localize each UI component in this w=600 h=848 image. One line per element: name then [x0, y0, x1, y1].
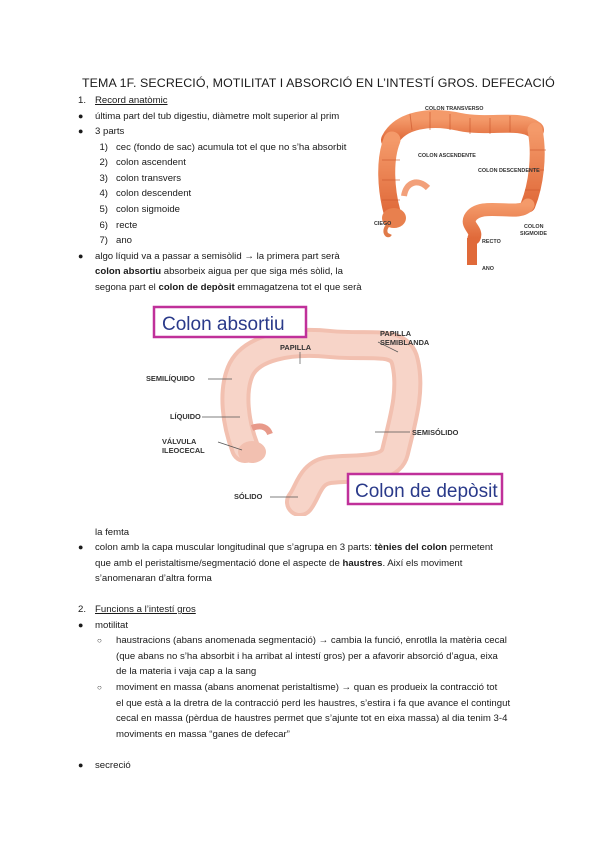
section-1-number: 1.	[78, 95, 87, 106]
label-sigmoide-1: COLON	[524, 224, 544, 230]
list-item: motilitat	[95, 620, 129, 631]
paragraph-line: la femta	[95, 527, 130, 538]
bullet-icon: ●	[78, 760, 84, 770]
paragraph-line: haustracions (abans anomenada segmentació) → cambia la funció, enrotlla la matèria cecal	[116, 635, 507, 646]
label-sigmoide-2: SIGMOIDE	[520, 231, 547, 237]
bullet-icon: ●	[78, 542, 84, 552]
colon-anatomy-figure	[370, 100, 550, 275]
label-papilla-semi-1: PAPILLA	[380, 329, 412, 338]
part-text: colon ascendent	[116, 157, 186, 168]
banner-colon-deposit-text: Colon de depòsit	[355, 481, 498, 502]
label-papilla: PAPILLA	[280, 343, 312, 352]
section-1-heading: Record anatòmic	[95, 95, 168, 106]
label-valvula-1: VÁLVULA	[162, 437, 197, 446]
paragraph-line: algo líquid va a passar a semisòlid → la primera part serà	[95, 251, 340, 262]
section-2-number: 2.	[78, 604, 87, 615]
part-number: 7)	[99, 235, 108, 246]
colon-zones-figure	[140, 302, 510, 516]
paragraph-line: cecal en massa (pèrdua de haustres permet que s’ajunte tot en eixa massa) al dia tenim 3-4	[116, 713, 508, 724]
part-text: recte	[116, 220, 138, 231]
paragraph-line: s’anomenaran d’altra forma	[95, 573, 212, 584]
bullet-icon: ●	[78, 620, 84, 630]
part-text: colon descendent	[116, 188, 192, 199]
part-number: 4)	[99, 188, 108, 199]
paragraph-line: de la materia i vaja cap a la sang	[116, 666, 257, 677]
bullet-icon: ●	[78, 126, 84, 136]
bullet-icon: ●	[78, 111, 84, 121]
paragraph-line: colon amb la capa muscular longitudinal que s’agrupa en 3 parts: tènies del colon permetent	[95, 542, 493, 553]
label-semiliquido: SEMILÍQUIDO	[146, 374, 195, 383]
part-number: 2)	[99, 157, 108, 168]
section-2-heading: Funcions a l’intestí gros	[95, 604, 196, 615]
label-ano: ANO	[482, 266, 494, 272]
label-recto: RECTO	[482, 239, 501, 245]
label-solido: SÓLIDO	[234, 492, 263, 501]
label-papilla-semi-2: SEMIBLANDA	[380, 338, 430, 347]
paragraph-line: moviments en massa “ganes de defecar”	[116, 729, 290, 740]
part-number: 1)	[99, 142, 108, 153]
label-liquido: LÍQUIDO	[170, 412, 201, 421]
label-semisolido: SEMISÓLIDO	[412, 428, 459, 437]
label-valvula-2: ILEOCECAL	[162, 446, 205, 455]
part-number: 5)	[99, 204, 108, 215]
part-number: 6)	[99, 220, 108, 231]
paragraph-line: colon absortiu absorbeix aigua per que siga més sòlid, la	[95, 266, 343, 277]
paragraph-line: (que abans no s’ha absorbit i ha arribat al intestí gros) per a afavorir absorció d’agua, eixa	[116, 651, 498, 662]
list-item: secreció	[95, 760, 131, 771]
paragraph-line: el que està a la dretra de la contracció perd les haustres, s’estira i fa que avance el contingut	[116, 698, 511, 709]
paragraph-line: que amb el peristaltisme/segmentació done el aspecte de haustres. Així els moviment	[95, 558, 463, 569]
sub-bullet-icon: ○	[97, 636, 102, 645]
label-colon-descendente: COLON DESCENDENTE	[478, 168, 540, 174]
part-text: colon sigmoide	[116, 204, 180, 215]
part-text: cec (fondo de sac) acumula tot el que no s’ha absorbit	[116, 142, 347, 153]
paragraph-line: moviment en massa (abans anomenat peristaltisme) → quan es produeix la contracció tot	[116, 682, 498, 693]
bullet-icon: ●	[78, 251, 84, 261]
part-text: colon transvers	[116, 173, 182, 184]
page-title: TEMA 1F. SECRECIÓ, MOTILITAT I ABSORCIÓ EN L’INTESTÍ GROS. DEFECACIÓ	[82, 76, 555, 90]
banner-colon-absortiu-text: Colon absortiu	[162, 314, 285, 335]
paragraph-line: segona part el colon de depòsit emmagatzena tot el que serà	[95, 282, 362, 293]
list-item: 3 parts	[95, 126, 125, 137]
label-ciego: CIEGO	[374, 221, 392, 227]
part-number: 3)	[99, 173, 108, 184]
part-text: ano	[116, 235, 133, 246]
list-item: última part del tub digestiu, diàmetre molt superior al prim	[95, 111, 340, 122]
label-colon-ascendente-1: COLON ASCENDENTE	[418, 153, 476, 159]
sub-bullet-icon: ○	[97, 683, 102, 692]
label-colon-transverso: COLON TRANSVERSO	[425, 106, 484, 112]
